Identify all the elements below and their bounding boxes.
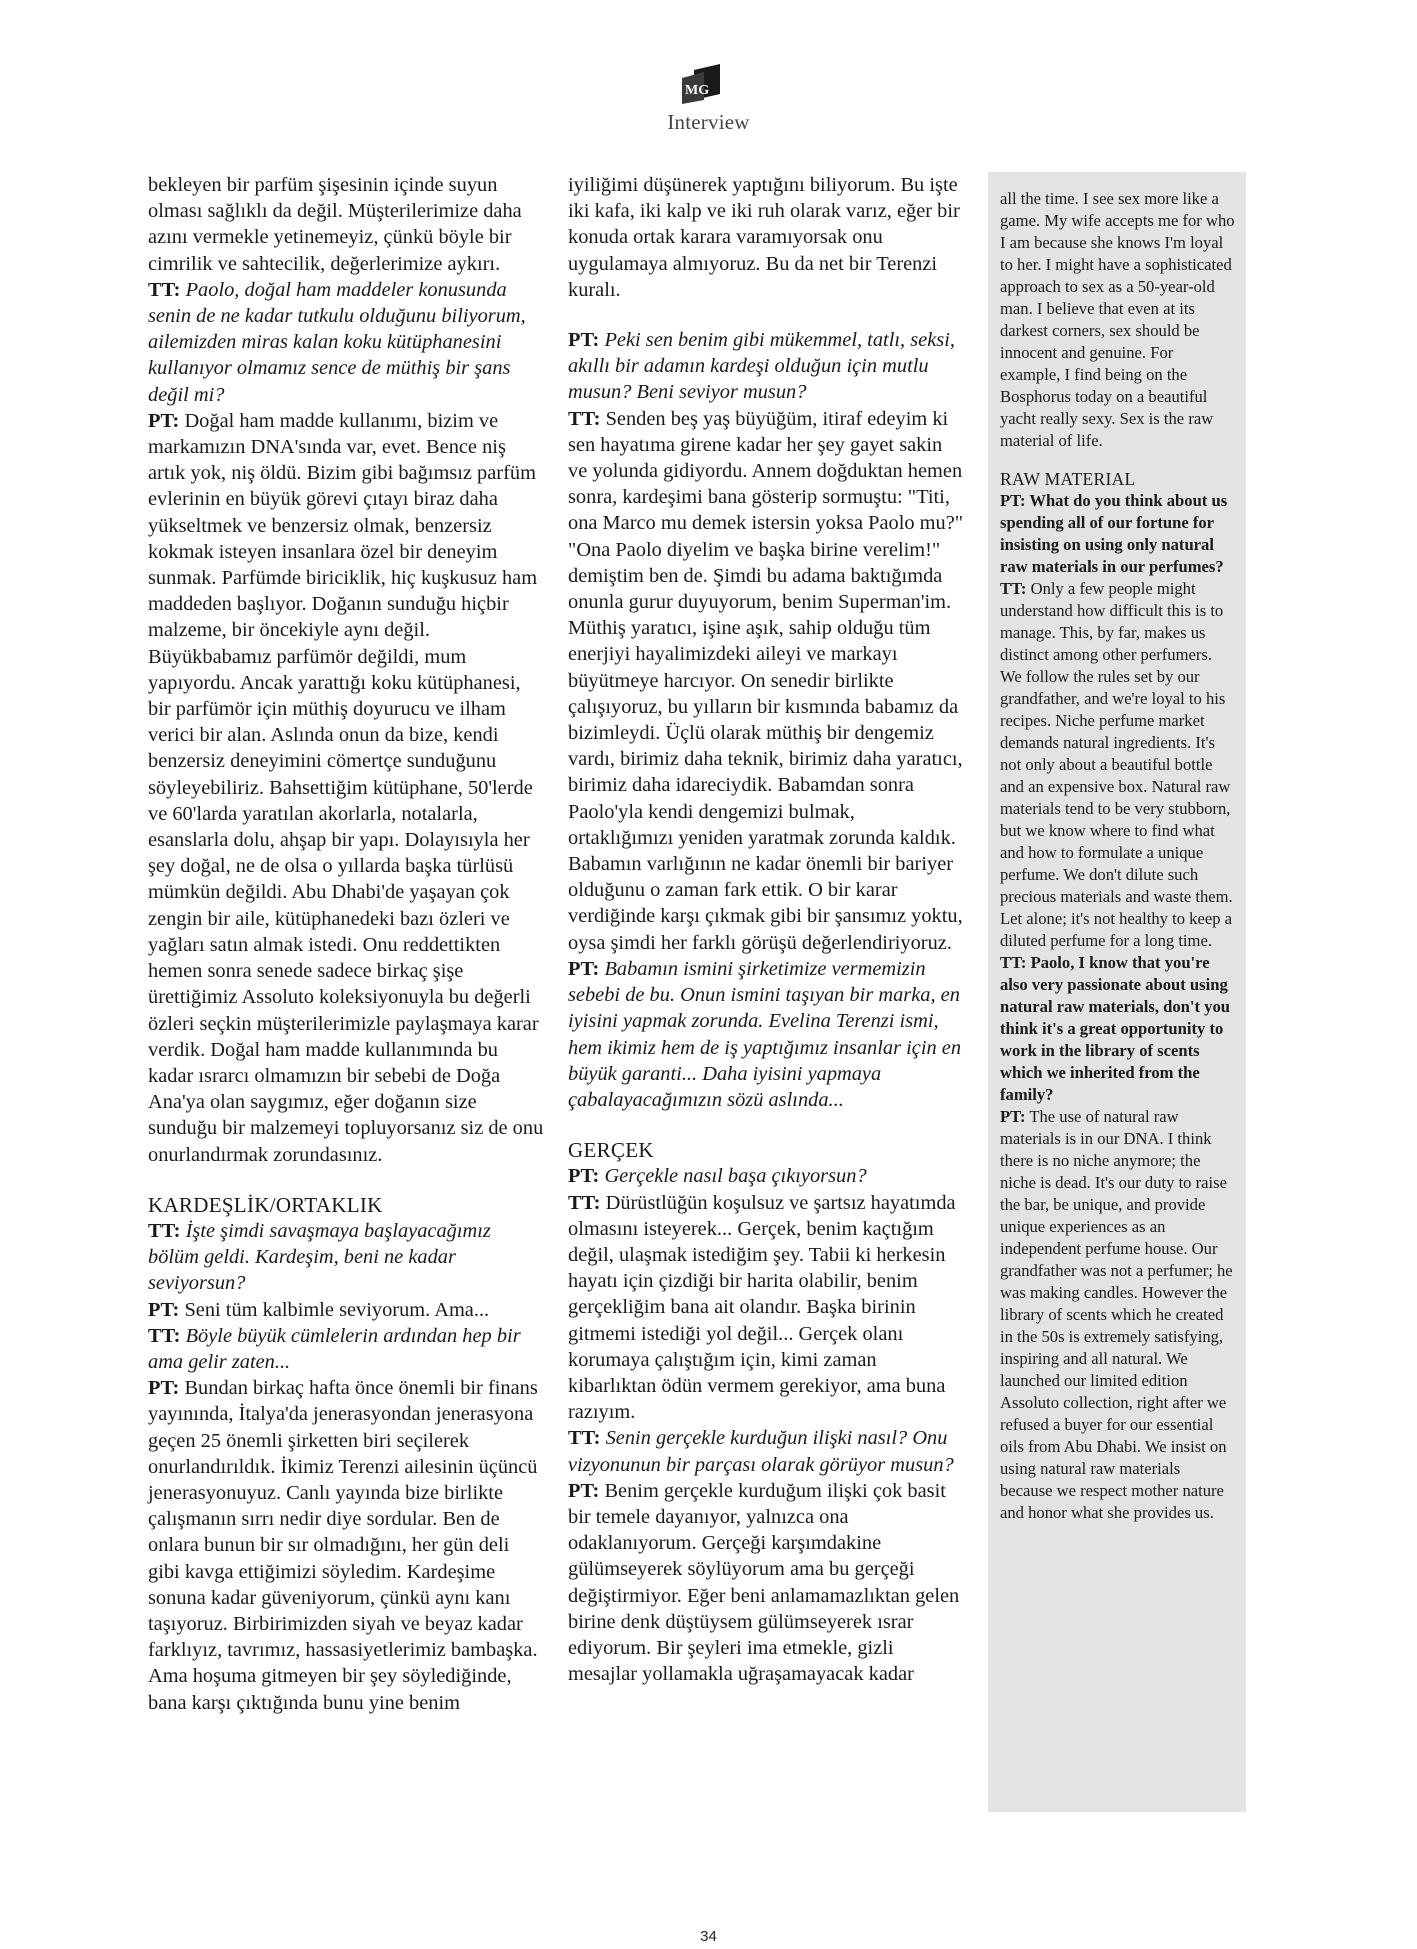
answer-text: Dürüstlüğün koşulsuz ve şartsız hayatımda olmasını isteyerek... Gerçek, benim kaçtığım değil, ulaşmak istediğim şey. Tabii ki herkesin hayatı için çizdiği bir harita olabilir, benim gerçekliğim bana ait olandır. Başka birinin gitmemi istediği yol değil... Gerçek olanı korumaya çalıştığım için, kimi zaman kibarlıktan ödün vermem gerekiyor, ama buna razıyım. [568, 1191, 956, 1424]
answer [1000, 578, 1236, 952]
question [148, 1218, 545, 1297]
english-sidebar [988, 172, 1246, 1812]
question-text: Peki sen benim gibi mükemmel, tatlı, seksi, akıllı bir adamın kardeşi olduğun için mutlu musun? Beni seviyor musun? [568, 329, 955, 404]
article-column-1 [148, 172, 545, 1716]
answer [568, 406, 965, 956]
question-text: Paolo, doğal ham maddeler konusunda senin de ne kadar tutkulu olduğunu biliyorum, ailemizden miras kalan koku kütüphanesini kullanıyor olmamız sence de müthiş bir şans değil mi? [148, 278, 526, 406]
speaker-label: PT: [568, 957, 600, 980]
answer-text: Seni tüm kalbimle seviyorum. Ama... [184, 1298, 490, 1321]
speaker-label: TT: [148, 1219, 181, 1242]
answer-text: Benim gerçekle kurduğum ilişki çok basit bir temele dayanıyor, yalnızca ona odaklanıyorum. Gerçeği karşımdakine gülümseyerek söylüyorum ama bu gerçeği değiştirmiyor. Eğer beni anlamamazlıktan gelen birine denk düştüysem gülümseyerek ısrar ediyorum. Bir şeyleri ima etmekle, gizli mesajlar yollamakla uğraşamayacak kadar [568, 1479, 960, 1686]
question-text: Böyle büyük cümlelerin ardından hep bir ama gelir zaten... [148, 1324, 521, 1373]
answer [1000, 1106, 1236, 1524]
section-label: Interview [667, 110, 750, 134]
speaker-label: TT: [568, 407, 601, 430]
speaker-label: TT: [568, 1191, 601, 1214]
question [148, 277, 545, 408]
section-heading: RAW MATERIAL [1000, 469, 1136, 489]
question-text: TT: Paolo, I know that you're also very passionate about using natural raw materials, don't you think it's a great opportunity to work in the library of scents which we inherited from the family? [1000, 953, 1231, 1104]
question [568, 956, 965, 1113]
paragraph: all the time. I see sex more like a game. My wife accepts me for who I am because she knows I'm loyal to her. I might have a sophisticated approach to sex as a 50-year-old man. I believe that even at its darkest corners, sex should be innocent and genuine. For example, I find being on the Bosphorus today on a beautiful yacht really sexy. Sex is the raw material of life. [1000, 189, 1235, 450]
question [148, 1323, 545, 1375]
answer [568, 1478, 965, 1688]
question-text: İşte şimdi savaşmaya başlayacağımız bölüm geldi. Kardeşim, beni ne kadar seviyorsun? [148, 1219, 491, 1295]
speaker-label: PT: [148, 1298, 180, 1321]
logo-text: MG [685, 83, 710, 98]
page-number: 34 [700, 1928, 717, 1945]
question [568, 327, 965, 406]
question [568, 1163, 965, 1189]
answer [568, 1190, 965, 1426]
question [568, 1425, 965, 1477]
speaker-label: PT: [1000, 1107, 1026, 1126]
speaker-label: TT: [148, 1324, 181, 1347]
question-text: Senin gerçekle kurduğun ilişki nasıl? Onu vizyonunun bir parçası olarak görüyor musun? [568, 1427, 954, 1476]
answer [148, 1297, 545, 1323]
magazine-logo-icon [680, 64, 726, 104]
answer-text: The use of natural raw materials is in our DNA. I think there is no niche anymore; the niche is dead. It's our duty to raise the bar, be unique, and provide unique experiences as an independent perfume house. Our grandfather was not a perfumer; he was making candles. However the library of scents which he created in the 50s is extremely satisfying, inspiring and all natural. We launched our limited edition Assoluto collection, right after we refused a buyer for our essential oils from Abu Dhabi. We insist on using natural raw materials because we respect mother nature and honor what she provides us. [1000, 1107, 1233, 1522]
answer-text: Doğal ham madde kullanımı, bizim ve markamızın DNA'sında var, evet. Bence niş artık yok, niş öldü. Bizim gibi bağımsız parfüm evlerinin en büyük görevi çıtayı biraz daha yükseltmek ve benzersiz olmak, benzersiz kokmak isteyen insanlara özel bir deneyim sunmak. Parfümde biriciklik, hiç kuşkusuz ham maddeden başlıyor. Doğanın sunduğu hiçbir malzeme, bir öncekiyle aynı değil. Büyükbabamız parfümör değildi, mum yapıyordu. Ancak yarattığı koku kütüphanesi, bir parfümör için müthiş doyurucu ve ilham verici bir alan. Aslında onun da bize, kendi benzersiz deneyimini cömertçe sunduğunu söyleyebiliriz. Bahsettiğim kütüphane, 50'lerde ve 60'larda yaratılan akorlarla, notalarla, esanslarla dolu, ahşap bir yapı. Dolayısıyla her şey doğal, ne de olsa o yıllarda başka türlüsü mümkün değildi. Abu Dhabi'de yaşayan çok zengin bir aile, kütüphanedeki bazı özleri ve yağları satın almak istedi. Onu reddettikten hemen sonra senede sadece birkaç şişe ürettiğimiz Assoluto koleksiyonuyla bu değerli özleri seçkin müşterilerimizle paylaşmaya karar verdik. Doğal ham madde kullanımında bu kadar ısrarcı olmamızın bir sebebi de Doğa Ana'ya olan saygımız, eğer doğanın size sunduğu bir malzemeyi topluyorsanız siz de onu onurlandırmak zorundasınız. [148, 409, 544, 1166]
speaker-label: TT: [1000, 579, 1027, 598]
answer [148, 408, 545, 1168]
speaker-label: PT: [568, 329, 600, 352]
speaker-label: PT: [568, 1165, 600, 1188]
section-heading: KARDEŞLİK/ORTAKLIK [148, 1192, 383, 1217]
speaker-label: PT: [148, 1377, 180, 1400]
answer-text: Only a few people might understand how difficult this is to manage. This, by far, makes us distinct among other perfumers. We follow the rules set by our grandfather, and we're loyal to his recipes. Niche perfume market demands natural ingredients. It's not only about a beautiful bottle and an expensive box. Natural raw materials tend to be very stubborn, but we know where to find what and how to formulate a unique perfume. We don't dilute such precious materials and waste them. Let alone; it's not healthy to keep a diluted perfume for a long time. [1000, 579, 1233, 950]
paragraph: bekleyen bir parfüm şişesinin içinde suyun olması sağlıklı da değil. Müşterilerimize daha azını vermekle yetinemeyiz, çünkü böyle bir cimrilik ve sahtecilik, değerlerimize aykırı. [148, 174, 522, 275]
question-text: Gerçekle nasıl başa çıkıyorsun? [604, 1165, 867, 1188]
answer-text: Bundan birkaç hafta önce önemli bir finans yayınında, İtalya'da jenerasyondan jenerasyona geçen 25 önemli şirketten biri seçilerek onurlandırıldık. İkimiz Terenzi ailesinin üçüncü jenerasyonuyuz. Canlı yayında bize birlikte çalışmanın sırrı nedir diye sordular. Ben de onlara bunun bir sır olmadığını, her gün deli gibi kavga ettiğimizi söyledim. Kardeşime sonuna kadar güveniyorum, çünkü aynı kanı taşıyoruz. Birbirimizden siyah ve beyaz kadar farklıyız, tavrımız, hassasiyetlerimiz bambaşka. Ama hoşuma gitmeyen bir şey söylediğinde, bana karşı çıktığında bunu yine benim [148, 1377, 538, 1714]
question-text: Babamın ismini şirketimize vermemizin sebebi de bu. Onun ismini taşıyan bir marka, en iyisini yapmak zorunda. Evelina Terenzi ismi, hem ikimiz hem de iş yaptığımız insanlar için en büyük garanti... Daha iyisini yapmaya çabalayacağımızın sözü aslında... [568, 957, 962, 1111]
speaker-label: PT: [568, 1479, 600, 1502]
paragraph: iyiliğimi düşünerek yaptığını biliyorum. Bu işte iki kafa, iki kalp ve iki ruh olarak varız, eğer bir konuda ortak karara varamıyorsak onu uygulamaya almıyoruz. Bu da net bir Terenzi kuralı. [568, 174, 960, 301]
question-text: PT: What do you think about us spending all of our fortune for insisting on using only natural raw materials in our perfumes? [1000, 491, 1228, 576]
speaker-label: TT: [148, 278, 181, 301]
answer [148, 1375, 545, 1716]
speaker-label: TT: [568, 1427, 601, 1450]
answer-text: Senden beş yaş büyüğüm, itiraf edeyim ki sen hayatıma girene kadar her şey gayet sakin ve yolunda gidiyordu. Annem doğduktan hemen sonra, kardeşimi bana gösterip sormuştu: "Titi, ona Marco mu demek istersin yoksa Paolo mu?" "Ona Paolo diyelim ve başka birine verelim!" demiştim ben de. Şimdi bu adama baktığımda onunla gurur duyuyorum, benim Superman'im. Müthiş yaratıcı, işine aşık, sahip olduğu tüm enerjiyi hayalimizdeki aileyi ve markayı büyütmeye harcıyor. On senedir birlikte çalışıyoruz, bu yılların bir kısmında babamız da bizimleydi. Üçlü olarak müthiş bir dengemiz vardı, birimiz daha teknik, birimiz daha yaratıcı, birimiz daha idareciydik. Babamdan sonra Paolo'yla kendi dengemizi bulmak, ortaklığımızı yeniden yaratmak zorunda kaldık. Babamın varlığının ne kadar önemli bir bariyer olduğunu o zaman fark ettik. O bir karar verdiğinde karşı çıkmak gibi bir şansımız yoktu, oysa şimdi her farklı görüşü değerlendiriyoruz. [568, 407, 964, 954]
article-column-2 [568, 172, 965, 1687]
section-heading: GERÇEK [568, 1138, 654, 1163]
speaker-label: PT: [148, 409, 180, 432]
